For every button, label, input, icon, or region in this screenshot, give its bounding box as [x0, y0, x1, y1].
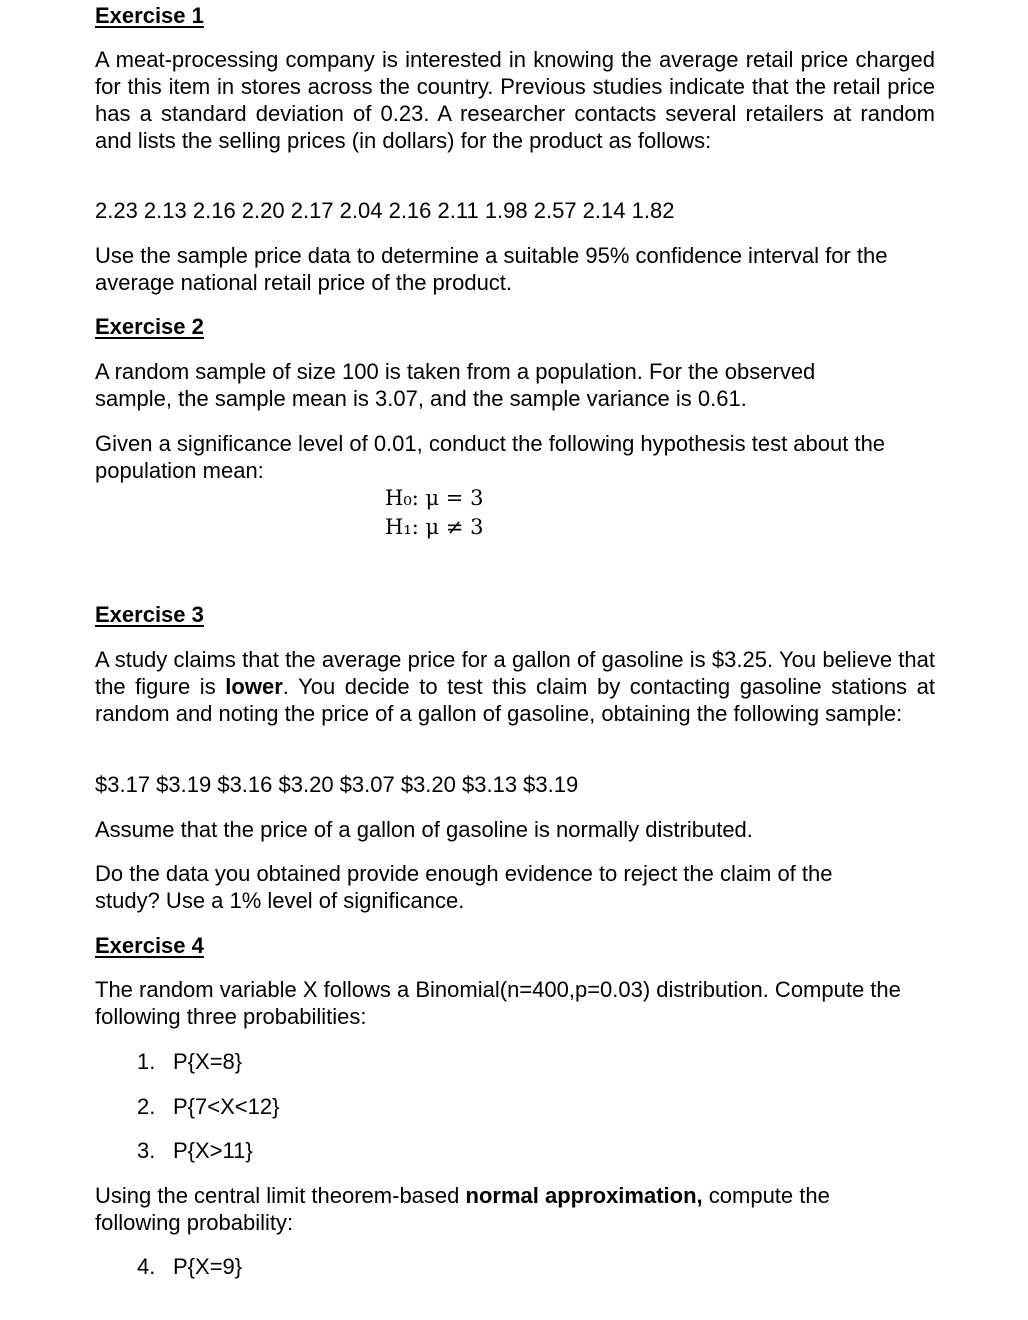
list-item: 1. P{X=8} [137, 1049, 243, 1074]
probability-list [95, 1048, 242, 1075]
exercise-4-paragraph: The random variable X follows a Binomial(n=400,p=0.03) distribution. Compute the following three probabilities: [95, 977, 901, 1029]
probability-list [95, 1093, 279, 1120]
alternative-hypothesis: H₁: μ ≠ 3 [385, 515, 484, 539]
exercise-3-title: Exercise 3 [95, 602, 204, 627]
null-hypothesis: H₀: μ = 3 [385, 486, 484, 510]
exercise-3-paragraph [95, 646, 935, 727]
exercise-4-title: Exercise 4 [95, 933, 204, 958]
exercise-3-question: Do the data you obtained provide enough evidence to reject the claim of the study? Use a 1% level of significance. [95, 861, 833, 913]
normal-approximation-bold: normal approximation, [465, 1183, 703, 1208]
exercise-1-data: 2.23 2.13 2.16 2.20 2.17 2.04 2.16 2.11 1.98 2.57 2.14 1.82 [95, 198, 675, 223]
exercise-1-title: Exercise 1 [95, 3, 204, 28]
exercise-1-question: Use the sample price data to determine a suitable 95% confidence interval for the average national retail price of the product. [95, 243, 888, 295]
exercise-2-title: Exercise 2 [95, 314, 204, 339]
list-item: 4. P{X=9} [137, 1254, 243, 1279]
list-item: 3. P{X>11} [137, 1138, 253, 1163]
exercise-4-normal-approx: Using the central limit theorem-based normal approximation, compute the following probability: [95, 1183, 830, 1235]
probability-list [95, 1137, 253, 1164]
exercise-2-question: Given a significance level of 0.01, conduct the following hypothesis test about the population mean: [95, 431, 886, 483]
exercise-3-assumption: Assume that the price of a gallon of gasoline is normally distributed. [95, 817, 753, 842]
exercise-3-text-b: . You decide to test this claim by contacting gasoline stations at random and noting the price of a gallon of gasoline, obtaining the following sample: [95, 674, 935, 726]
exercise-1-paragraph: A meat-processing company is interested in knowing the average retail price charged for this item in stores across the country. Previous studies indicate that the retail price has a standard deviation of 0.23. A researcher contacts several retailers at random and lists the selling prices (in dollars) for the product as follows: [95, 47, 935, 153]
exercise-3-text-a: A study claims that the average price for a gallon of gasoline is $3.25. You believe that the figure is [95, 647, 935, 699]
exercise-2-paragraph: A random sample of size 100 is taken from a population. For the observed sample, the sample mean is 3.07, and the sample variance is 0.61. [95, 359, 816, 411]
list-item: 2. P{7<X<12} [137, 1094, 280, 1119]
probability-list [95, 1253, 242, 1280]
exercise-3-bold-word: lower [225, 674, 283, 699]
exercise-3-data: $3.17 $3.19 $3.16 $3.20 $3.07 $3.20 $3.13 $3.19 [95, 772, 579, 797]
